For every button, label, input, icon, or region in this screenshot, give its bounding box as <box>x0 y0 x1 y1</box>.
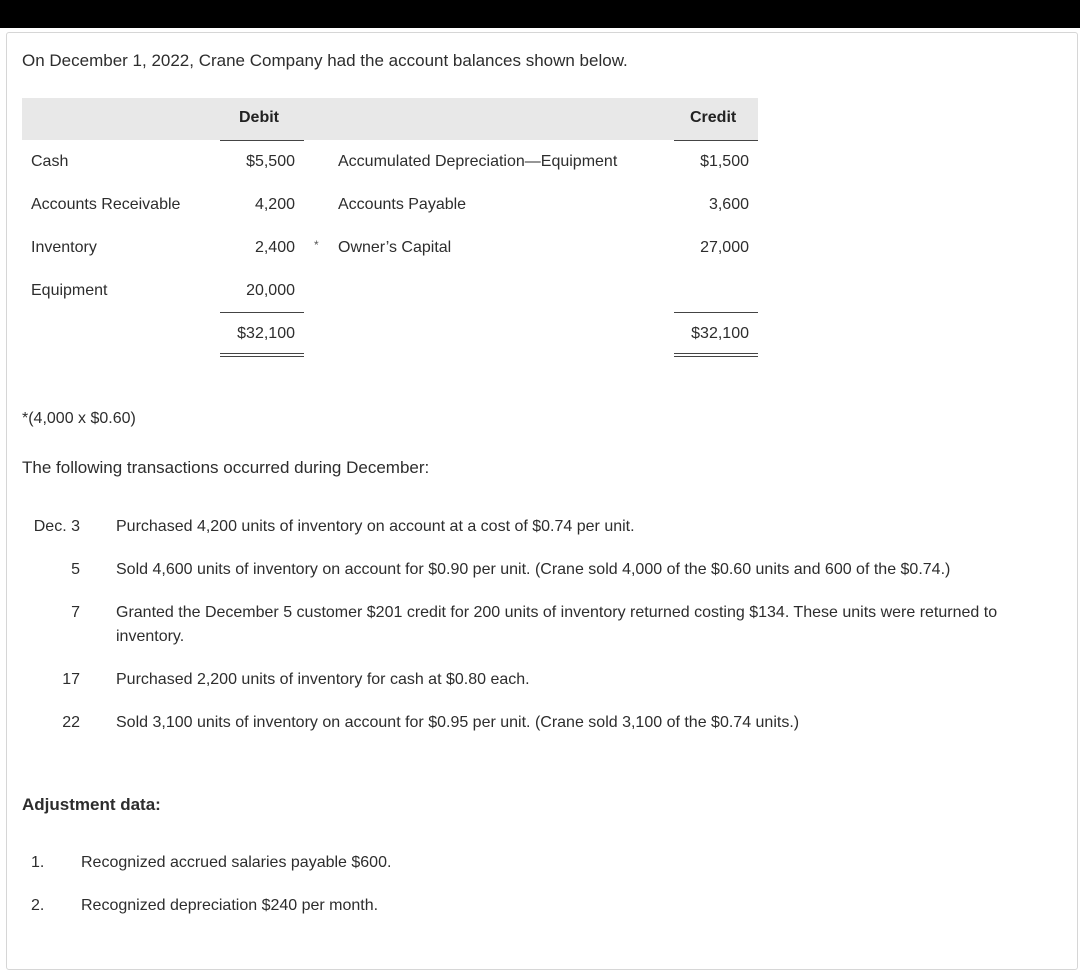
credit-total-rule <box>674 312 758 313</box>
transactions-intro: The following transactions occurred during December: <box>22 458 430 477</box>
credit-account-ap: Accounts Payable <box>338 196 467 213</box>
credit-account-capital: Owner’s Capital <box>338 239 452 256</box>
debit-account-ar: Accounts Receivable <box>31 196 181 213</box>
credit-double-rule <box>674 353 758 357</box>
debit-header: Debit <box>239 109 279 126</box>
credit-amount-capital: 27,000 <box>700 239 749 256</box>
adjustment-text: Recognized accrued salaries payable $600. <box>81 854 392 871</box>
table-header <box>22 98 758 140</box>
adjustment-text: Recognized depreciation $240 per month. <box>81 897 379 914</box>
transaction-text: Sold 4,600 units of inventory on account for $0.90 per unit. (Crane sold 4,000 of the $0.60 units and 600 of the $0.74.) <box>116 561 951 578</box>
debit-amount-inventory: 2,400 <box>254 239 295 256</box>
intro-text: On December 1, 2022, Crane Company had the account balances shown below. <box>22 51 628 70</box>
credit-amount-accum-dep: $1,500 <box>700 153 749 170</box>
transaction-text: Sold 3,100 units of inventory on account for $0.95 per unit. (Crane sold 3,100 of the $0.74 units.) <box>116 714 800 731</box>
debit-amount-ar: 4,200 <box>254 196 295 213</box>
debit-total-rule <box>220 312 304 313</box>
debit-account-inventory: Inventory <box>31 239 97 256</box>
adjustment-number: 1. <box>31 854 45 871</box>
debit-total: $32,100 <box>237 325 295 342</box>
debit-double-rule <box>220 353 304 357</box>
problem-card <box>6 32 1078 970</box>
debit-header-rule <box>220 140 304 141</box>
transaction-date: 17 <box>62 671 80 688</box>
credit-header-rule <box>674 140 758 141</box>
credit-account-accum-dep: Accumulated Depreciation—Equipment <box>338 153 618 170</box>
credit-amount-ap: 3,600 <box>708 196 749 213</box>
transaction-text: Granted the December 5 customer $201 credit for 200 units of inventory returned costing $134. These units were returned to inventory. <box>116 604 998 645</box>
transaction-text: Purchased 2,200 units of inventory for cash at $0.80 each. <box>116 671 530 688</box>
top-bar <box>0 0 1080 28</box>
debit-amount-equipment: 20,000 <box>246 282 295 299</box>
debit-account-cash: Cash <box>31 153 69 170</box>
credit-total: $32,100 <box>691 325 749 342</box>
transaction-date: 22 <box>62 714 80 731</box>
adjustment-title: Adjustment data: <box>22 795 161 814</box>
debit-amount-cash: $5,500 <box>246 153 295 170</box>
transaction-date: Dec. 3 <box>33 518 80 535</box>
debit-account-equipment: Equipment <box>31 282 108 299</box>
adjustment-number: 2. <box>31 897 45 914</box>
footnote-marker: * <box>314 238 319 252</box>
credit-header: Credit <box>690 109 737 126</box>
footnote: *(4,000 x $0.60) <box>22 410 136 427</box>
transaction-text: Purchased 4,200 units of inventory on account at a cost of $0.74 per unit. <box>116 518 635 535</box>
transaction-date: 5 <box>71 561 80 578</box>
transaction-date: 7 <box>71 604 80 621</box>
